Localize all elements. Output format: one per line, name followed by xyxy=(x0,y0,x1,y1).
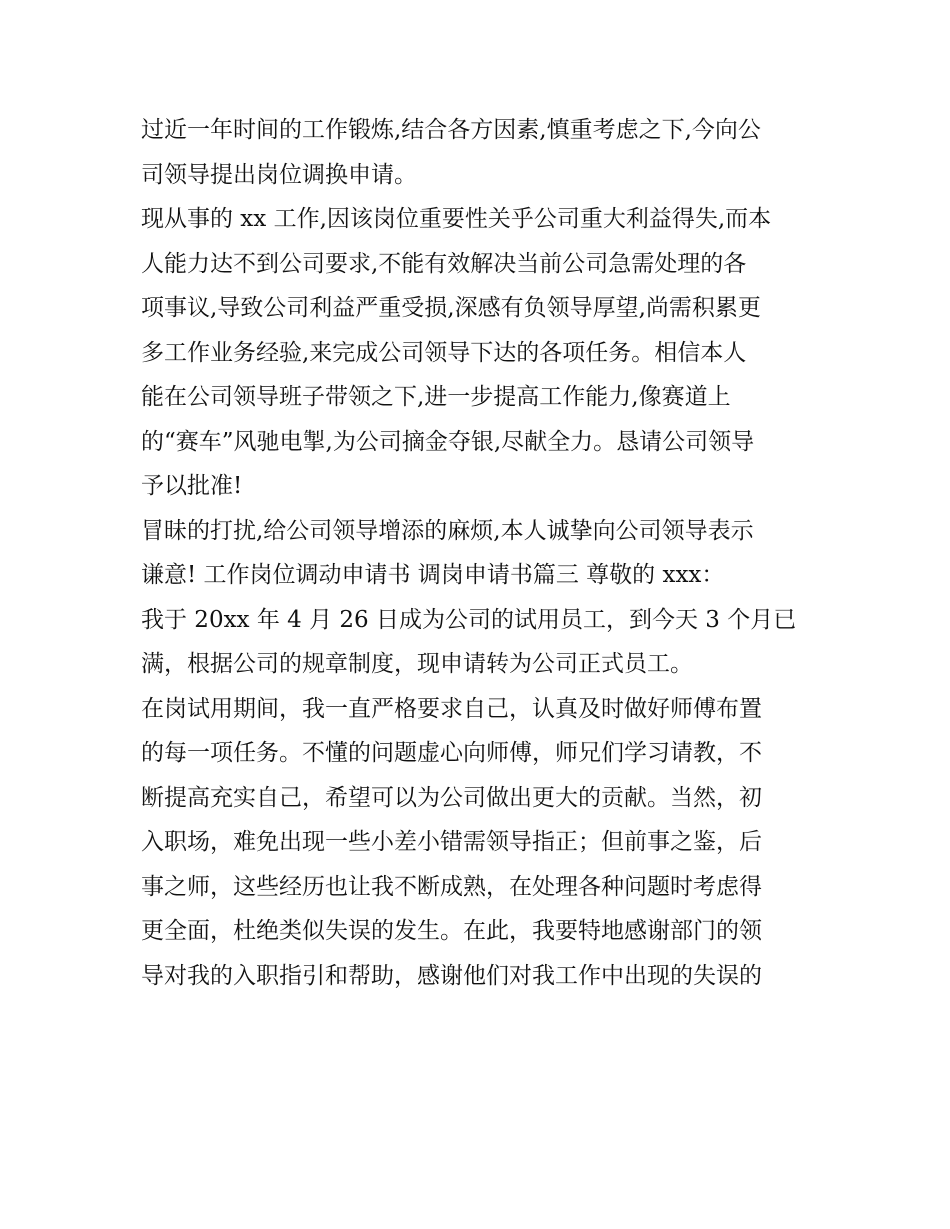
text-line: 予以批准! xyxy=(141,473,243,499)
text-line: 现从事的 xx 工作,因该岗位重要性关乎公司重大利益得失,而本 xyxy=(141,206,772,232)
text-line: 的每一项任务。不懂的问题虚心向师傅，师兄们学习请教，不 xyxy=(141,740,762,766)
text-line: 能在公司领导班子带领之下,进一步提高工作能力,像赛道上 xyxy=(141,384,731,410)
text-line: 冒昧的打扰,给公司领导增添的麻烦,本人诚挚向公司领导表示 xyxy=(141,517,754,544)
document-body xyxy=(141,108,821,998)
text-line: 的“赛车”风驰电掣,为公司摘金夺银,尽献全力。恳请公司领导 xyxy=(141,428,755,455)
text-line: 过近一年时间的工作锻炼,结合各方因素,慎重考虑之下,今向公 xyxy=(141,117,761,143)
text-line: 我于 20xx 年 4 月 26 日成为公司的试用员工，到今天 3 个月已 xyxy=(141,606,797,633)
text-line: 导对我的入职指引和帮助，感谢他们对我工作中出现的失误的 xyxy=(141,962,762,989)
text-line: 项事议,导致公司利益严重受损,深感有负领导厚望,尚需积累更 xyxy=(141,295,761,321)
text-line: 更全面，杜绝类似失误的发生。在此，我要特地感谢部门的领 xyxy=(141,918,762,944)
text-line: 司领导提出岗位调换申请。 xyxy=(141,161,417,188)
text-line: 断提高充实自己，希望可以为公司做出更大的贡献。当然，初 xyxy=(141,784,762,811)
text-line: 人能力达不到公司要求,不能有效解决当前公司急需处理的各 xyxy=(141,250,747,277)
text-line: 入职场，难免出现一些小差小错需领导指正；但前事之鉴，后 xyxy=(141,829,762,855)
text-line: 在岗试用期间，我一直严格要求自己，认真及时做好师傅布置 xyxy=(141,695,762,722)
text-line: 事之师，这些经历也让我不断成熟，在处理各种问题时考虑得 xyxy=(141,873,762,900)
text-line: 谦意! 工作岗位调动申请书 调岗申请书篇三 尊敬的 xxx： xyxy=(141,562,725,588)
text-line: 满，根据公司的规章制度，现申请转为公司正式员工。 xyxy=(141,651,693,677)
text-line: 多工作业务经验,来完成公司领导下达的各项任务。相信本人 xyxy=(141,339,747,366)
